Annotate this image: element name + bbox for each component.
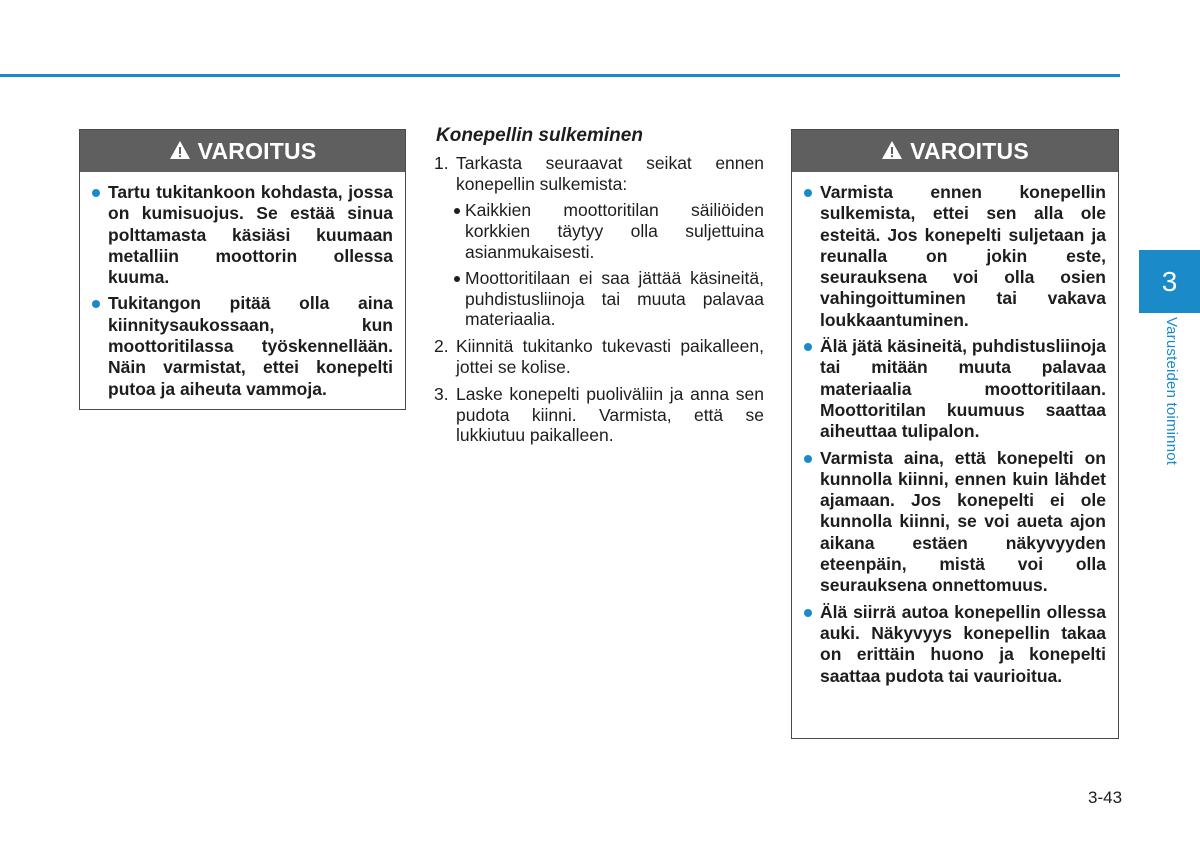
warning-triangle-icon [169,140,191,160]
bullet-icon [454,276,460,282]
chapter-tab: 3 [1139,250,1200,313]
list-item: Älä siirrä autoa konepellin ollessa auki. Näkyvyys konepellin takaa on erittäin huono ja konepelti saattaa pudota tai vaurioitua. [804,602,1106,687]
bullet-icon [804,609,812,617]
bullet-icon [804,343,812,351]
procedure-step [434,384,764,446]
sub-list [434,200,764,330]
bullet-icon [454,208,460,214]
bullet-icon [804,189,812,197]
list-item: Varmista ennen konepellin sulkemista, ettei sen alla ole esteitä. Jos konepelti suljetaan ja reunalla on jokin este, seurauksena voi olla osien vahingoittuminen tai vakava loukkaantuminen. [804,182,1106,331]
list-item: Kaikkien moottoritilan säiliöiden korkkien täytyy olla suljettuina asianmukaisesti. [452,200,764,262]
section-heading: Konepellin sulkeminen [436,125,643,146]
left-warning-header [80,130,405,172]
list-item: Tukitangon pitää olla aina kiinnitysaukossaan, kun moottoritilassa työskennellään. Näin varmistat, ettei konepelti putoa ja aiheuta vammoja. [92,293,393,399]
procedure-step [434,153,764,195]
left-warning-box [79,129,406,410]
list-item: Varmista aina, että konepelti on kunnolla kiinni, ennen kuin lähdet ajamaan. Jos konepelti ei ole kunnolla kiinni, se voi aueta ajon aikana estäen näkyvyyden eteenpäin, mistä voi olla seurauksena onnettomuus. [804,448,1106,597]
step-text: Laske konepelti puoliväliin ja anna sen pudota kiinni. Varmista, että se lukkiutuu paikalleen. [456,383,764,446]
step-text: Kiinnitä tukitanko tukevasti paikalleen, jottei se kolise. [456,336,764,377]
step-number: 1. [434,152,449,173]
list-item: Moottoritilaan ei saa jättää käsineitä, puhdistusliinoja tai muuta palavaa materiaalia. [452,268,764,330]
warning-triangle-icon [881,140,903,160]
left-warning-list [80,172,405,410]
procedure-column [434,126,764,452]
list-item: Älä jätä käsineitä, puhdistusliinoja tai mitään muuta palavaa materiaalia moottoritilaan. Moottoritilan kuumuus saattaa aiheuttaa tulipalon. [804,336,1106,442]
bullet-icon [804,455,812,463]
bullet-icon [92,189,100,197]
step-number: 3. [434,383,449,404]
procedure-step [434,336,764,378]
step-text: Tarkasta seuraavat seikat ennen konepellin sulkemista: [456,152,764,194]
page-number: 3-43 [1088,788,1123,807]
top-accent-rule [0,74,1120,77]
right-warning-box [791,129,1119,739]
step-number: 2. [434,336,449,357]
left-warning-title: VAROITUS [197,137,317,164]
bullet-icon [92,300,100,308]
right-warning-header [792,130,1118,172]
chapter-title: Varusteiden toiminnot [1163,317,1180,466]
right-warning-title: VAROITUS [910,137,1029,164]
right-warning-list [792,172,1118,697]
list-item: Tartu tukitankoon kohdasta, jossa on kumisuojus. Se estää sinua polttamasta käsiäsi kuumaan metalliin moottorin ollessa kuuma. [92,182,393,288]
